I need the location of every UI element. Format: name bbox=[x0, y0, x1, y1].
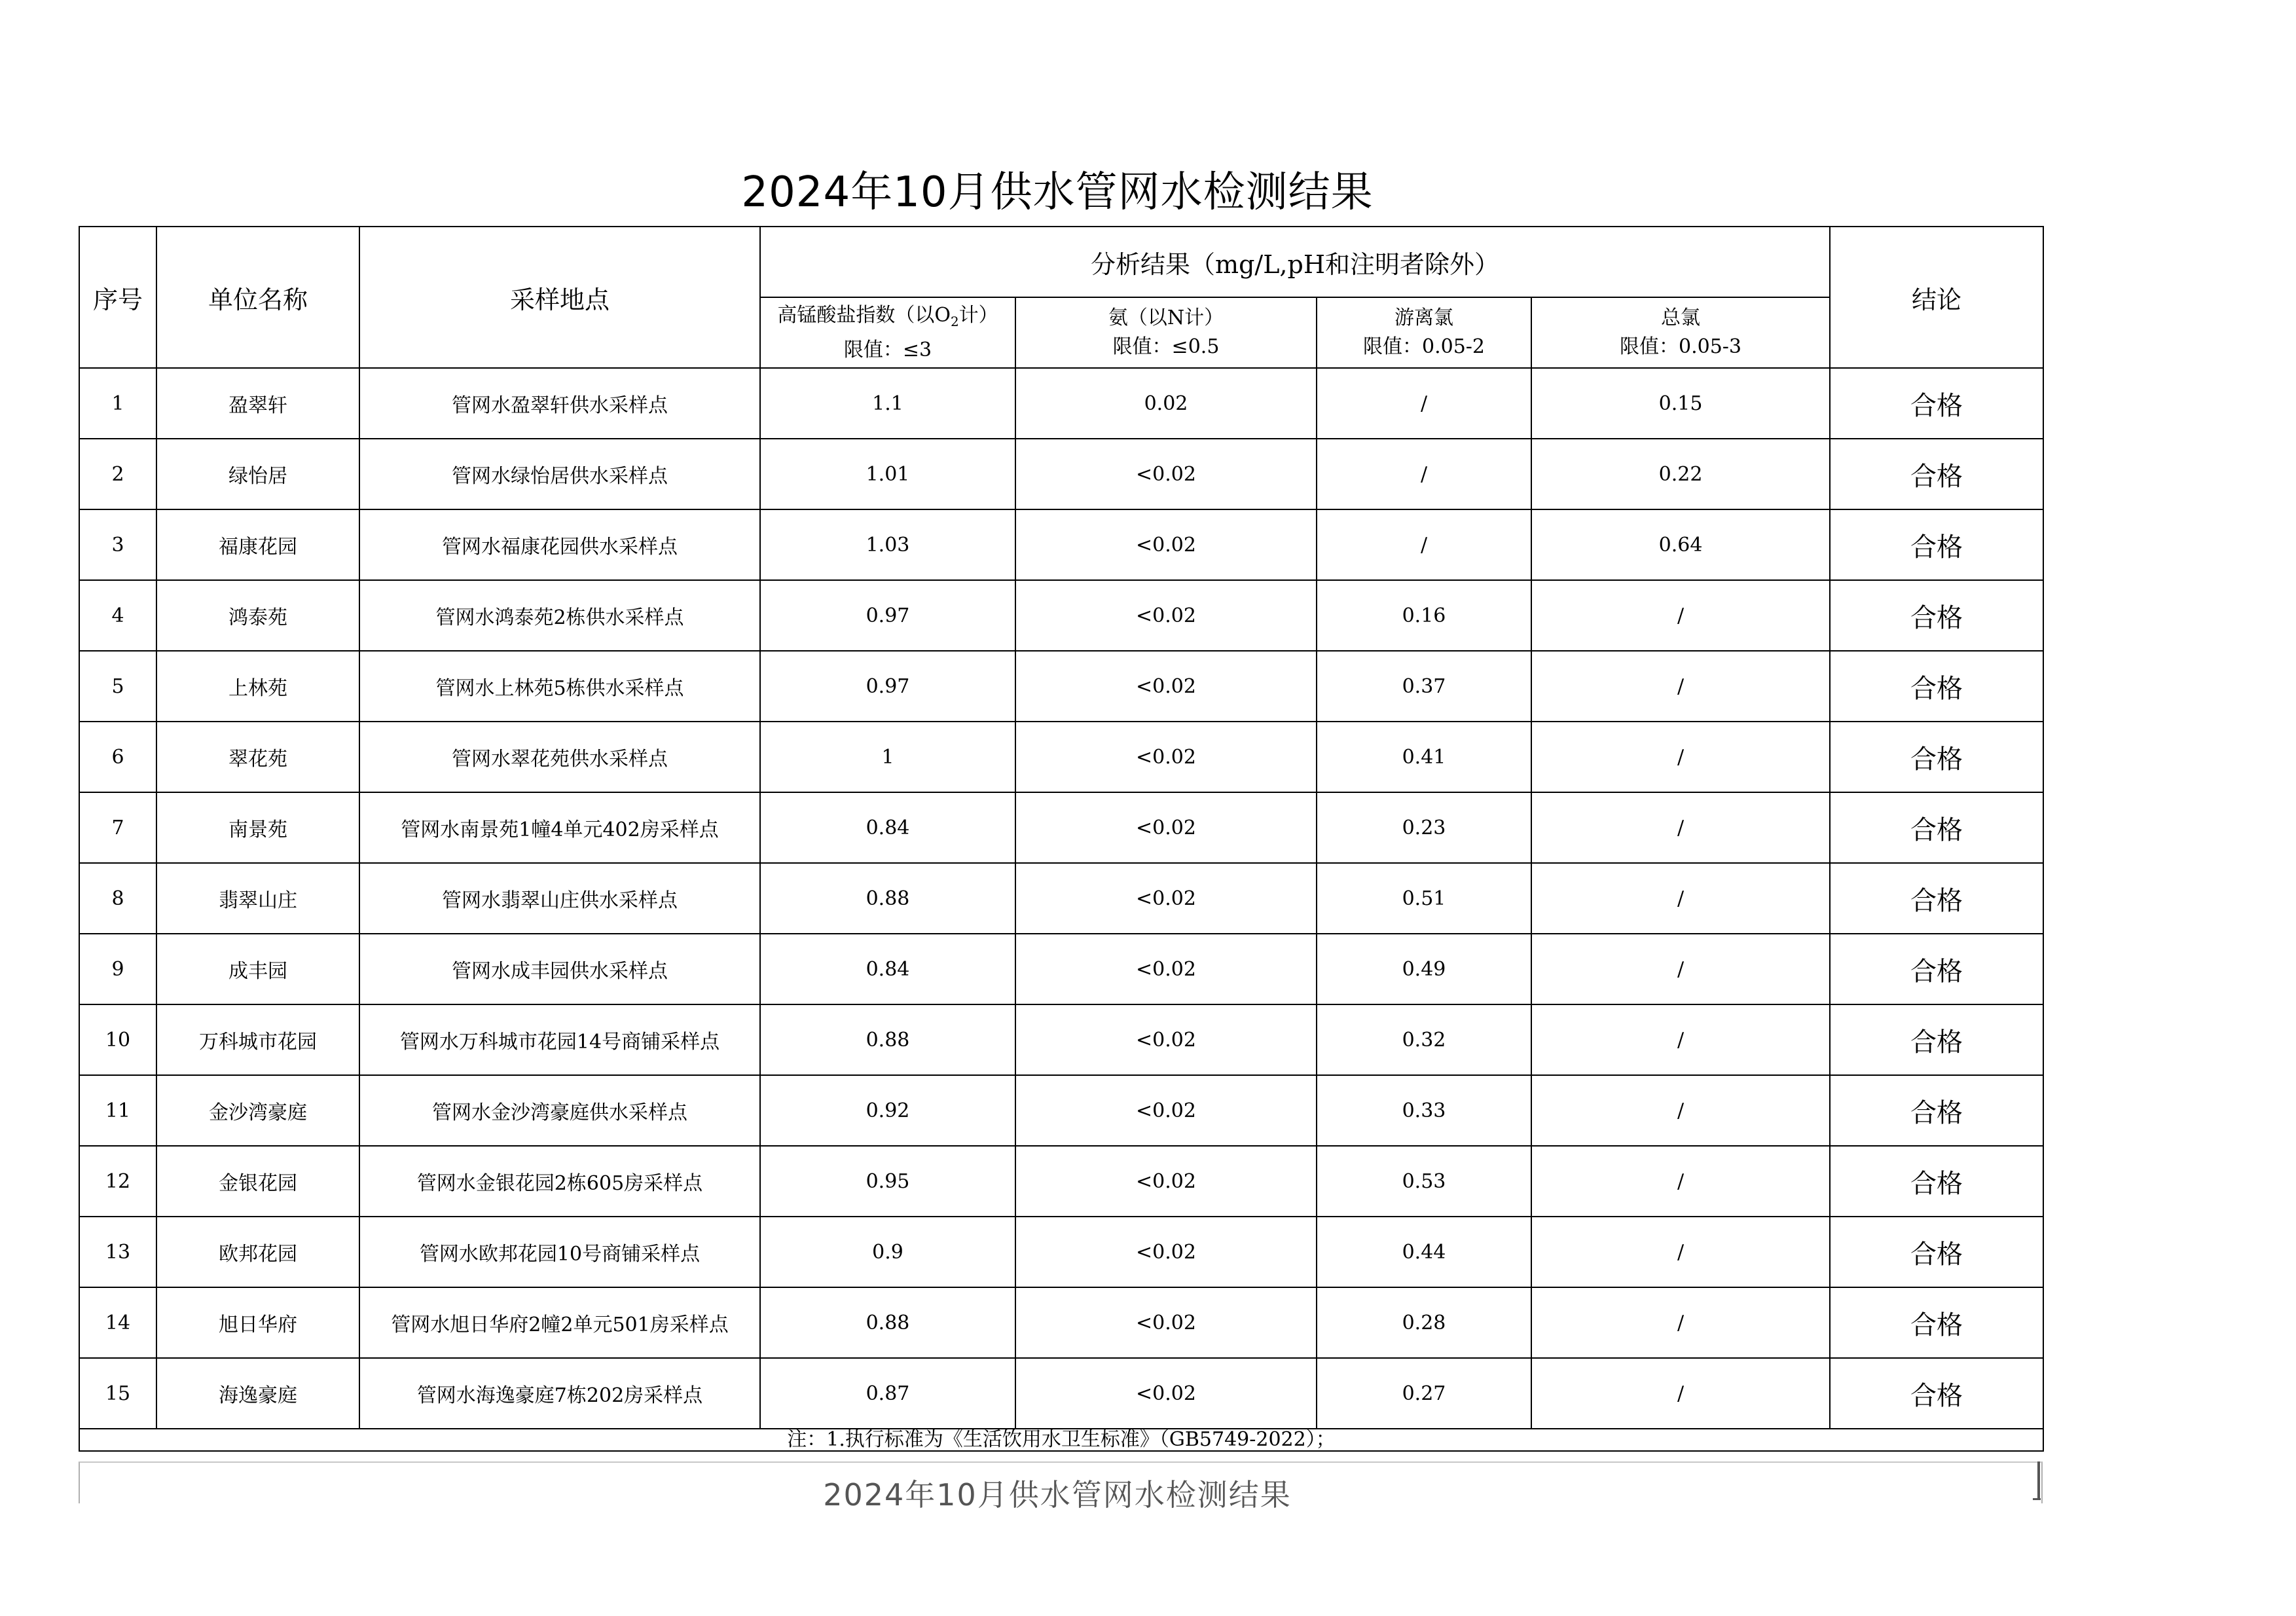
table-row bbox=[79, 1075, 2043, 1146]
cell-location: 管网水欧邦花园10号商铺采样点 bbox=[359, 1217, 760, 1287]
header-permanganate bbox=[760, 297, 1015, 368]
cell-permanganate: 0.88 bbox=[760, 1287, 1015, 1358]
cell-conclusion: 合格 bbox=[1830, 368, 2043, 439]
cell-total-chlorine: / bbox=[1531, 1004, 1830, 1075]
cell-location: 管网水翡翠山庄供水采样点 bbox=[359, 863, 760, 934]
cell-ammonia: <0.02 bbox=[1015, 439, 1317, 509]
cell-total-chlorine: / bbox=[1531, 1146, 1830, 1217]
cell-free-chlorine: 0.49 bbox=[1317, 934, 1531, 1004]
cell-location: 管网水盈翠轩供水采样点 bbox=[359, 368, 760, 439]
cell-conclusion: 合格 bbox=[1830, 1217, 2043, 1287]
cell-seq: 15 bbox=[79, 1358, 156, 1429]
cell-ammonia: <0.02 bbox=[1015, 722, 1317, 792]
cell-location: 管网水绿怡居供水采样点 bbox=[359, 439, 760, 509]
cell-seq: 10 bbox=[79, 1004, 156, 1075]
cell-ammonia: <0.02 bbox=[1015, 1075, 1317, 1146]
cell-ammonia: <0.02 bbox=[1015, 1146, 1317, 1217]
cell-free-chlorine: 0.51 bbox=[1317, 863, 1531, 934]
table-row bbox=[79, 580, 2043, 651]
cell-total-chlorine: / bbox=[1531, 651, 1830, 722]
cell-unit: 万科城市花园 bbox=[156, 1004, 359, 1075]
cell-ammonia: <0.02 bbox=[1015, 792, 1317, 863]
cell-location: 管网水鸿泰苑2栋供水采样点 bbox=[359, 580, 760, 651]
cell-ammonia: <0.02 bbox=[1015, 863, 1317, 934]
cell-ammonia: <0.02 bbox=[1015, 1217, 1317, 1287]
cell-seq: 1 bbox=[79, 368, 156, 439]
header-free-chlorine-name: 游离氯 bbox=[1394, 306, 1453, 329]
header-row-1 bbox=[79, 227, 2043, 297]
cell-seq: 13 bbox=[79, 1217, 156, 1287]
cell-permanganate: 1.01 bbox=[760, 439, 1015, 509]
cell-conclusion: 合格 bbox=[1830, 792, 2043, 863]
header-total-chlorine-name: 总氯 bbox=[1661, 306, 1700, 329]
cell-permanganate: 0.9 bbox=[760, 1217, 1015, 1287]
cell-ammonia: <0.02 bbox=[1015, 651, 1317, 722]
table-row bbox=[79, 368, 2043, 439]
cell-permanganate: 1.1 bbox=[760, 368, 1015, 439]
table-row bbox=[79, 792, 2043, 863]
cell-permanganate: 0.95 bbox=[760, 1146, 1015, 1217]
cell-permanganate: 0.84 bbox=[760, 934, 1015, 1004]
cell-unit: 福康花园 bbox=[156, 509, 359, 580]
header-ammonia-limit: 限值：≤0.5 bbox=[1112, 335, 1220, 358]
header-ammonia-name: 氨（以N计） bbox=[1108, 306, 1224, 329]
cell-permanganate: 0.92 bbox=[760, 1075, 1015, 1146]
cell-ammonia: <0.02 bbox=[1015, 580, 1317, 651]
header-free-chlorine bbox=[1317, 297, 1531, 368]
cell-total-chlorine: 0.22 bbox=[1531, 439, 1830, 509]
cell-ammonia: <0.02 bbox=[1015, 1287, 1317, 1358]
header-total-chlorine-limit: 限值：0.05-3 bbox=[1619, 335, 1742, 358]
cell-unit: 金银花园 bbox=[156, 1146, 359, 1217]
cell-seq: 11 bbox=[79, 1075, 156, 1146]
cell-conclusion: 合格 bbox=[1830, 1287, 2043, 1358]
table-row bbox=[79, 1146, 2043, 1217]
cell-permanganate: 1.03 bbox=[760, 509, 1015, 580]
header-permanganate-name: 高锰酸盐指数（以$O_2$计） bbox=[777, 303, 998, 329]
cell-ammonia: <0.02 bbox=[1015, 1358, 1317, 1429]
cell-permanganate: 1 bbox=[760, 722, 1015, 792]
cell-location: 管网水海逸豪庭7栋202房采样点 bbox=[359, 1358, 760, 1429]
cell-seq: 3 bbox=[79, 509, 156, 580]
cell-location: 管网水翠花苑供水采样点 bbox=[359, 722, 760, 792]
header-permanganate-limit: 限值：≤3 bbox=[843, 338, 932, 361]
cell-conclusion: 合格 bbox=[1830, 1075, 2043, 1146]
cell-location: 管网水南景苑1幢4单元402房采样点 bbox=[359, 792, 760, 863]
cell-total-chlorine: / bbox=[1531, 934, 1830, 1004]
cell-unit: 海逸豪庭 bbox=[156, 1358, 359, 1429]
table-row bbox=[79, 1358, 2043, 1429]
cell-unit: 旭日华府 bbox=[156, 1287, 359, 1358]
cell-total-chlorine: / bbox=[1531, 1075, 1830, 1146]
cell-ammonia: 0.02 bbox=[1015, 368, 1317, 439]
cell-ammonia: <0.02 bbox=[1015, 1004, 1317, 1075]
cell-permanganate: 0.87 bbox=[760, 1358, 1015, 1429]
cell-free-chlorine: / bbox=[1317, 509, 1531, 580]
cell-permanganate: 0.97 bbox=[760, 651, 1015, 722]
header-total-chlorine bbox=[1531, 297, 1830, 368]
cell-seq: 14 bbox=[79, 1287, 156, 1358]
cell-free-chlorine: / bbox=[1317, 368, 1531, 439]
cell-permanganate: 0.88 bbox=[760, 863, 1015, 934]
cell-total-chlorine: / bbox=[1531, 863, 1830, 934]
header-ammonia bbox=[1015, 297, 1317, 368]
cell-conclusion: 合格 bbox=[1830, 509, 2043, 580]
cell-unit: 成丰园 bbox=[156, 934, 359, 1004]
cell-location: 管网水金银花园2栋605房采样点 bbox=[359, 1146, 760, 1217]
cell-free-chlorine: 0.37 bbox=[1317, 651, 1531, 722]
cell-conclusion: 合格 bbox=[1830, 1004, 2043, 1075]
cell-location: 管网水金沙湾豪庭供水采样点 bbox=[359, 1075, 760, 1146]
header-conclusion: 结论 bbox=[1830, 227, 2043, 368]
table-row bbox=[79, 439, 2043, 509]
cell-conclusion: 合格 bbox=[1830, 651, 2043, 722]
cell-unit: 欧邦花园 bbox=[156, 1217, 359, 1287]
cell-location: 管网水福康花园供水采样点 bbox=[359, 509, 760, 580]
footer-title: 2024年10月供水管网水检测结果 bbox=[823, 1477, 1292, 1513]
cell-free-chlorine: 0.33 bbox=[1317, 1075, 1531, 1146]
cell-conclusion: 合格 bbox=[1830, 722, 2043, 792]
cell-free-chlorine: 0.44 bbox=[1317, 1217, 1531, 1287]
cell-unit: 南景苑 bbox=[156, 792, 359, 863]
cell-total-chlorine: / bbox=[1531, 1358, 1830, 1429]
header-free-chlorine-limit: 限值：0.05-2 bbox=[1362, 335, 1485, 358]
header-unit: 单位名称 bbox=[156, 227, 359, 368]
cell-seq: 12 bbox=[79, 1146, 156, 1217]
cell-conclusion: 合格 bbox=[1830, 934, 2043, 1004]
document-title: 2024年10月供水管网水检测结果 bbox=[741, 168, 1374, 217]
cell-unit: 翡翠山庄 bbox=[156, 863, 359, 934]
table-row bbox=[79, 1287, 2043, 1358]
cell-location: 管网水旭日华府2幢2单元501房采样点 bbox=[359, 1287, 760, 1358]
cell-seq: 9 bbox=[79, 934, 156, 1004]
table-row bbox=[79, 722, 2043, 792]
cell-seq: 5 bbox=[79, 651, 156, 722]
cell-permanganate: 0.97 bbox=[760, 580, 1015, 651]
cell-permanganate: 0.84 bbox=[760, 792, 1015, 863]
cell-location: 管网水万科城市花园14号商铺采样点 bbox=[359, 1004, 760, 1075]
cell-total-chlorine: / bbox=[1531, 1217, 1830, 1287]
table-body bbox=[79, 368, 2043, 1451]
cell-total-chlorine: 0.64 bbox=[1531, 509, 1830, 580]
header-seq: 序号 bbox=[79, 227, 156, 368]
cell-location: 管网水成丰园供水采样点 bbox=[359, 934, 760, 1004]
cell-conclusion: 合格 bbox=[1830, 439, 2043, 509]
cell-location: 管网水上林苑5栋供水采样点 bbox=[359, 651, 760, 722]
cell-unit: 绿怡居 bbox=[156, 439, 359, 509]
cell-total-chlorine: / bbox=[1531, 792, 1830, 863]
cell-seq: 7 bbox=[79, 792, 156, 863]
cell-seq: 6 bbox=[79, 722, 156, 792]
cell-seq: 4 bbox=[79, 580, 156, 651]
cell-total-chlorine: / bbox=[1531, 722, 1830, 792]
note-text: 注：1.执行标准为《生活饮用水卫生标准》（GB5749-2022）； bbox=[79, 1429, 2043, 1451]
cell-unit: 金沙湾豪庭 bbox=[156, 1075, 359, 1146]
cell-permanganate: 0.88 bbox=[760, 1004, 1015, 1075]
cell-free-chlorine: 0.32 bbox=[1317, 1004, 1531, 1075]
cell-unit: 盈翠轩 bbox=[156, 368, 359, 439]
cell-free-chlorine: 0.16 bbox=[1317, 580, 1531, 651]
header-analysis: 分析结果（mg/L,pH和注明者除外） bbox=[760, 227, 1830, 297]
cell-free-chlorine: 0.28 bbox=[1317, 1287, 1531, 1358]
cell-total-chlorine: / bbox=[1531, 580, 1830, 651]
table-row bbox=[79, 1004, 2043, 1075]
cell-free-chlorine: 0.23 bbox=[1317, 792, 1531, 863]
table-row bbox=[79, 651, 2043, 722]
cell-seq: 8 bbox=[79, 863, 156, 934]
header-location: 采样地点 bbox=[359, 227, 760, 368]
cell-total-chlorine: / bbox=[1531, 1287, 1830, 1358]
cell-conclusion: 合格 bbox=[1830, 1358, 2043, 1429]
results-table bbox=[79, 226, 2044, 1452]
cell-ammonia: <0.02 bbox=[1015, 934, 1317, 1004]
table-row bbox=[79, 509, 2043, 580]
cell-free-chlorine: / bbox=[1317, 439, 1531, 509]
table-row bbox=[79, 863, 2043, 934]
cell-conclusion: 合格 bbox=[1830, 863, 2043, 934]
table-row bbox=[79, 934, 2043, 1004]
table-row bbox=[79, 1217, 2043, 1287]
cell-free-chlorine: 0.41 bbox=[1317, 722, 1531, 792]
cell-seq: 2 bbox=[79, 439, 156, 509]
cell-unit: 鸿泰苑 bbox=[156, 580, 359, 651]
cell-conclusion: 合格 bbox=[1830, 580, 2043, 651]
cell-unit: 上林苑 bbox=[156, 651, 359, 722]
cell-conclusion: 合格 bbox=[1830, 1146, 2043, 1217]
cell-total-chlorine: 0.15 bbox=[1531, 368, 1830, 439]
cell-free-chlorine: 0.53 bbox=[1317, 1146, 1531, 1217]
cell-ammonia: <0.02 bbox=[1015, 509, 1317, 580]
cell-free-chlorine: 0.27 bbox=[1317, 1358, 1531, 1429]
note-row bbox=[79, 1429, 2043, 1451]
cell-unit: 翠花苑 bbox=[156, 722, 359, 792]
